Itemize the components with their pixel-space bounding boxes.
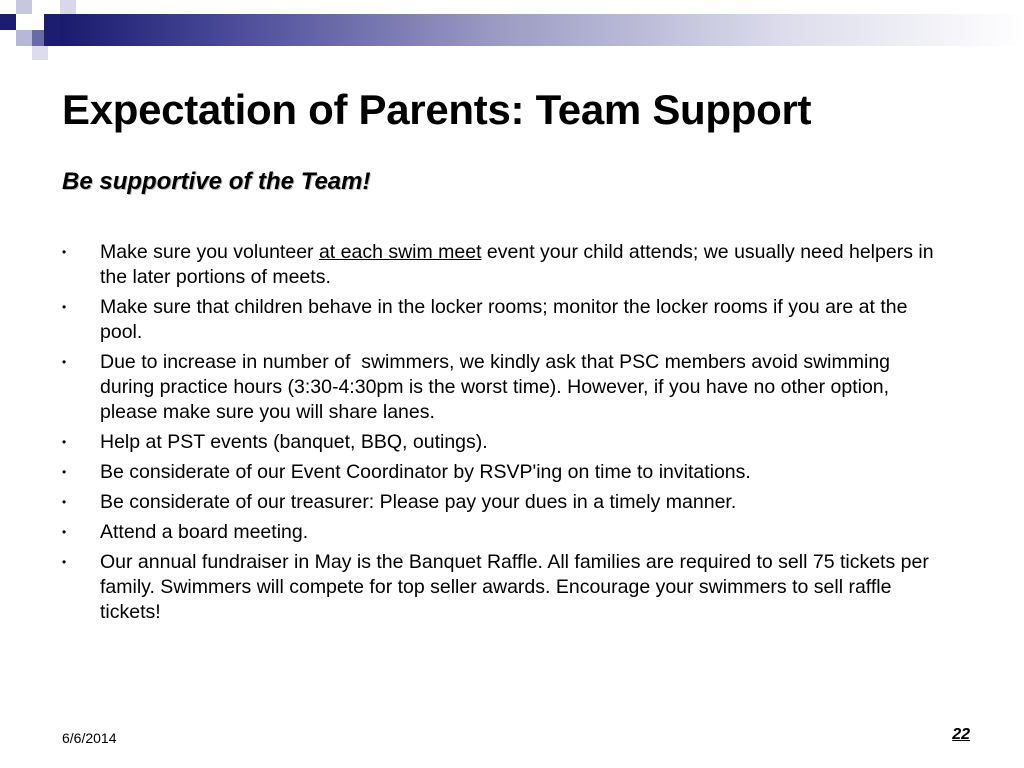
bullet-item	[62, 295, 942, 345]
bullet-icon: •	[62, 355, 67, 369]
bullet-text: Due to increase in number of swimmers, we kindly ask that PSC members avoid swimming during practice hours (3:30-4:30pm is the worst time). However, if you have no other option, please make sure you will share lanes.	[100, 351, 896, 423]
bullet-text	[100, 241, 934, 288]
bullet-list	[62, 240, 942, 630]
bullet-item	[62, 520, 942, 545]
bullet-item	[62, 460, 942, 485]
header-square-decoration	[0, 14, 16, 30]
bullet-icon: •	[62, 300, 67, 314]
bullet-icon: •	[62, 495, 67, 509]
header-square-decoration	[60, 0, 76, 14]
bullet-text: Attend a board meeting.	[100, 521, 309, 543]
bullet-text: Make sure that children behave in the locker rooms; monitor the locker rooms if you are at the pool.	[100, 296, 908, 343]
bullet-icon: •	[62, 525, 67, 539]
bullet-text: Be considerate of our Event Coordinator by RSVP'ing on time to invitations.	[100, 461, 751, 483]
bullet-underlined-text: at each swim meet	[318, 241, 482, 263]
bullet-item	[62, 430, 942, 455]
header-square-decoration	[32, 46, 48, 60]
bullet-item	[62, 550, 942, 625]
bullet-item	[62, 350, 942, 425]
bullet-text: Help at PST events (banquet, BBQ, outings).	[100, 431, 488, 453]
header-square-decoration	[16, 14, 32, 30]
header-square-decoration	[44, 14, 60, 46]
footer-date: 6/6/2014	[62, 730, 117, 746]
bullet-icon: •	[62, 245, 67, 259]
header-gradient-band	[60, 14, 1024, 46]
bullet-icon: •	[62, 435, 67, 449]
bullet-text-part: Make sure you volunteer	[100, 241, 319, 263]
bullet-icon: •	[62, 465, 67, 479]
header-square-decoration	[16, 0, 32, 14]
slide-subtitle: Be supportive of the Team!	[62, 168, 371, 195]
bullet-text-part: event your child attends; we usually need helpers in the later portions of meets.	[100, 241, 934, 288]
bullet-icon: •	[62, 555, 67, 569]
bullet-text: Our annual fundraiser in May is the Banquet Raffle. All families are required to sell 75 tickets per family. Swimmers will compete for top seller awards. Encourage your swimmers to sell raffle tickets!	[100, 551, 929, 623]
bullet-item	[62, 490, 942, 515]
bullet-text: Be considerate of our treasurer: Please pay your dues in a timely manner.	[100, 491, 737, 513]
slide-number: 22	[952, 726, 970, 743]
header-square-decoration	[16, 30, 32, 46]
slide-title: Expectation of Parents: Team Support	[62, 86, 812, 133]
bullet-item	[62, 240, 942, 290]
